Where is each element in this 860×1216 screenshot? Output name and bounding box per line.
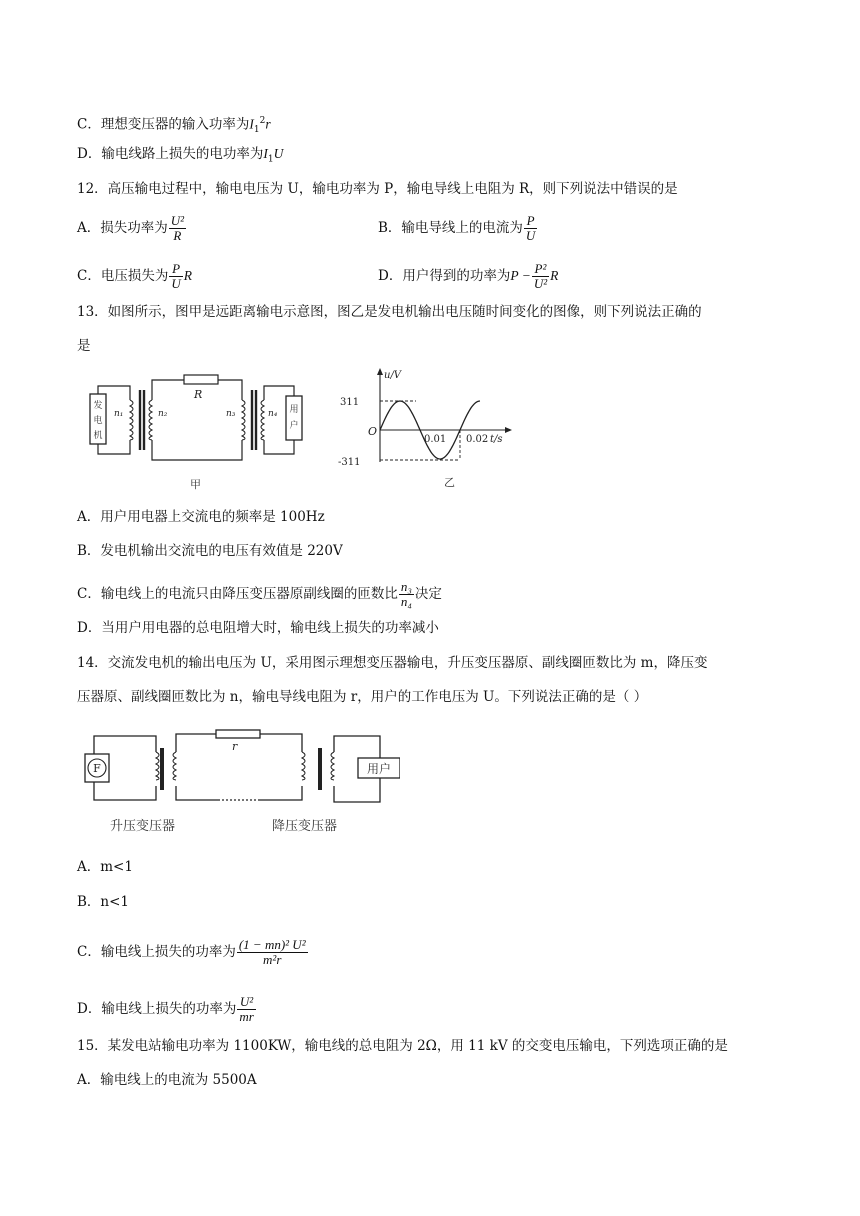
q14-d-fraction: $\frac{\text{U²}}{mr}$ <box>239 994 254 1024</box>
q15-option-a: A．输电线上的电流为 5500A <box>77 1072 257 1088</box>
y-min-label: -311 <box>338 457 361 468</box>
q14-stem-line1: 14．交流发电机的输出电压为 U，采用图示理想变压器输电，升压变压器原、副线圈匝数比为 m，降压变 <box>77 655 708 671</box>
q13-stem-line2: 是 <box>77 338 91 354</box>
q12-c-fraction: $\frac{P}{U}$ <box>171 261 181 291</box>
label-r: r <box>232 740 238 753</box>
q12-option-a: A．损失功率为 $\frac{\text{U²}}{R}$ <box>77 213 185 243</box>
x-axis-label: t/s <box>490 434 503 445</box>
q12-option-d: D．用户得到的功率为P − $\frac{\text{P²}}{\text{U²}}$ R <box>378 261 559 291</box>
q12-a-fraction: $\frac{\text{U²}}{R}$ <box>170 213 185 243</box>
x-tick-0-01: 0.01 <box>424 434 447 445</box>
user-label: 用户 <box>366 762 392 776</box>
label-R: R <box>194 388 203 401</box>
user-char-2: 户 <box>289 421 299 431</box>
q13-figure-voltage-graph <box>336 366 516 492</box>
y-axis-label: u/V <box>384 370 402 381</box>
user-char-1: 用 <box>289 405 299 415</box>
y-max-label: 311 <box>340 397 360 408</box>
q13-option-c: C．输电线上的电流只由降压变压器原副线圈的匝数比 $\frac{\text{n₃}}{\text{n₄}}$ 决定 <box>77 579 442 609</box>
caption-step-down: 降压变压器 <box>272 819 338 834</box>
label-n2: n₂ <box>158 409 168 419</box>
q11-option-c: C．理想变压器的输入功率为$I_1^2r$ <box>77 116 271 136</box>
q14-option-d: D．输电线上损失的功率为 $\frac{\text{U²}}{mr}$ <box>77 994 254 1024</box>
q14-option-a: A．m<1 <box>77 859 133 875</box>
q15-stem: 15．某发电站输电功率为 1100KW，输电线的总电阻为 2Ω，用 11 kV 的交变电压输电，下列选项正确的是 <box>77 1038 728 1054</box>
x-tick-0-02: 0.02 <box>466 434 489 445</box>
q12-stem: 12．高压输电过程中，输电电压为 U，输电功率为 P，输电导线上电阻为 R，则下列说法中错误的是 <box>77 181 678 197</box>
q14-figure-transmission <box>80 722 400 838</box>
q13-c-fraction: $\frac{\text{n₃}}{\text{n₄}}$ <box>400 579 412 609</box>
q11-option-d: D．输电线路上损失的电功率为$I_1U$ <box>77 146 284 165</box>
generator-char-3: 机 <box>93 431 103 441</box>
q12-option-c: C．电压损失为 $\frac{P}{U}$ R <box>77 261 192 291</box>
q12-b-fraction: $\frac{P}{U}$ <box>525 213 536 243</box>
q13-option-d: D．当用户用电器的总电阻增大时，输电线上损失的功率减小 <box>77 620 439 636</box>
q12-option-b: B．输电导线上的电流为 $\frac{P}{U}$ <box>378 213 536 243</box>
q14-c-fraction: $\frac{\text{(1 − mn)² U²}}{\text{m²r}}$ <box>238 937 306 967</box>
generator-char-2: 电 <box>93 416 103 426</box>
label-n4: n₄ <box>268 409 278 419</box>
q13-option-a: A．用户用电器上交流电的频率是 100Hz <box>77 509 325 525</box>
caption-step-up: 升压变压器 <box>110 819 176 834</box>
q13-stem-line1: 13．如图所示，图甲是远距离输电示意图，图乙是发电机输出电压随时间变化的图像，则下列说法正确的 <box>77 304 702 320</box>
generator-char-1: 发 <box>93 401 103 411</box>
q13-figure-transmission <box>86 372 311 494</box>
q11-c-formula: I <box>249 116 254 132</box>
origin-label: O <box>368 425 378 438</box>
label-n3: n₃ <box>226 409 236 419</box>
q14-option-c: C．输电线上损失的功率为 $\frac{\text{(1 − mn)² U²}}{\text{m²r}}$ <box>77 937 306 967</box>
generator-label: F <box>93 762 101 775</box>
caption-jia: 甲 <box>190 478 201 491</box>
q14-option-b: B．n<1 <box>77 894 130 910</box>
q12-d-fraction: $\frac{\text{P²}}{\text{U²}}$ <box>533 261 548 291</box>
caption-yi: 乙 <box>444 476 455 489</box>
q13-option-b: B．发电机输出交流电的电压有效值是 220V <box>77 543 343 559</box>
q14-stem-line2: 压器原、副线圈匝数比为 n，输电导线电阻为 r，用户的工作电压为 U。下列说法正确的是（ ） <box>77 689 648 705</box>
label-n1: n₁ <box>114 409 124 419</box>
